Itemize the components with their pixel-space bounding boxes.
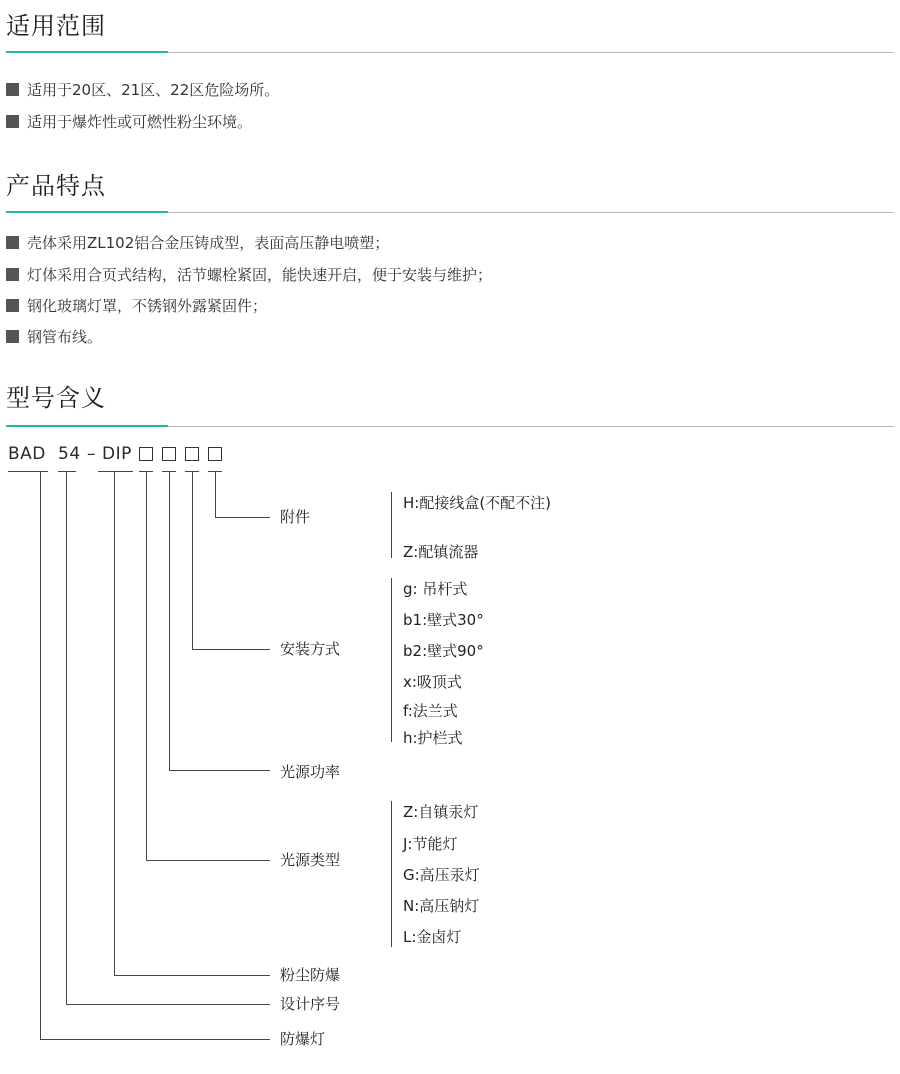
square-bullet-icon (6, 236, 19, 249)
connector-install-h (192, 649, 270, 650)
scope-heading: 适用范围 (6, 12, 106, 40)
feature-item-text: 钢管布线。 (27, 328, 103, 346)
option-accessory: H:配接线盒(不配不注) (403, 494, 552, 512)
label-explosion: 防爆灯 (280, 1030, 326, 1048)
code-box-power (162, 447, 176, 461)
option-install: g: 吊杆式 (403, 580, 468, 598)
code-box-accessory (208, 447, 222, 461)
underline-54 (58, 471, 76, 472)
label-power: 光源功率 (280, 763, 341, 781)
feature-item (6, 265, 492, 285)
connector-power (169, 471, 170, 770)
connector-explosion-h (40, 1039, 270, 1040)
feature-item (6, 327, 102, 347)
option-install: x:吸顶式 (403, 673, 462, 691)
feature-item-text: 灯体采用合页式结构，活节螺栓紧固，能快速开启，便于安装与维护； (27, 266, 493, 284)
code-part-dip: DIP (102, 444, 132, 464)
option-accessory: Z:配镇流器 (403, 543, 479, 561)
connector-serial (66, 471, 67, 1004)
features-accent-bar (6, 211, 168, 213)
feature-item (6, 296, 267, 316)
connector-power-h (169, 770, 270, 771)
square-bullet-icon (6, 330, 19, 343)
feature-item-text: 壳体采用ZL102铝合金压铸成型，表面高压静电喷塑； (27, 234, 390, 252)
underline-dip (98, 471, 133, 472)
option-install: h:护栏式 (403, 729, 463, 747)
connector-serial-h (66, 1004, 270, 1005)
label-dust: 粉尘防爆 (280, 966, 341, 984)
code-part-bad: BAD (8, 444, 46, 464)
connector-install (192, 471, 193, 649)
feature-item-text: 钢化玻璃灯罩，不锈钢外露紧固件； (27, 297, 268, 315)
scope-accent-bar (6, 51, 168, 53)
label-serial: 设计序号 (280, 995, 341, 1013)
code-box-lamp-type (139, 447, 153, 461)
underline-bad (8, 471, 48, 472)
connector-accessory-h (215, 517, 270, 518)
code-dash: – (87, 444, 96, 464)
square-bullet-icon (6, 268, 19, 281)
option-install: f:法兰式 (403, 702, 458, 720)
label-accessory: 附件 (280, 508, 311, 526)
square-bullet-icon (6, 299, 19, 312)
features-heading: 产品特点 (6, 172, 106, 200)
model-heading: 型号含义 (6, 384, 106, 412)
option-lamp-type: Z:自镇汞灯 (403, 803, 479, 821)
square-bullet-icon (6, 83, 19, 96)
connector-dust (114, 471, 115, 975)
connector-lamp-type-h (146, 860, 270, 861)
bracket-lamp-type (391, 801, 392, 947)
option-lamp-type: N:高压钠灯 (403, 897, 480, 915)
connector-lamp-type (146, 471, 147, 860)
scope-item-text: 适用于爆炸性或可燃性粉尘环境。 (27, 113, 253, 131)
option-install: b2:壁式90° (403, 642, 484, 660)
bracket-install (391, 578, 392, 742)
scope-item (6, 80, 279, 100)
feature-item (6, 233, 389, 253)
option-lamp-type: L:金卤灯 (403, 928, 462, 946)
scope-item (6, 112, 252, 132)
code-box-install (185, 447, 199, 461)
scope-item-text: 适用于20区、21区、22区危险场所。 (27, 81, 280, 99)
connector-explosion (40, 471, 41, 1039)
bracket-accessory (391, 492, 392, 558)
connector-dust-h (114, 975, 270, 976)
connector-accessory (215, 471, 216, 517)
option-lamp-type: G:高压汞灯 (403, 866, 480, 884)
label-lamp-type: 光源类型 (280, 851, 341, 869)
square-bullet-icon (6, 115, 19, 128)
option-install: b1:壁式30° (403, 611, 484, 629)
label-install: 安装方式 (280, 640, 341, 658)
model-accent-bar (6, 425, 168, 427)
code-part-54: 54 (58, 444, 81, 464)
option-lamp-type: J:节能灯 (403, 835, 458, 853)
